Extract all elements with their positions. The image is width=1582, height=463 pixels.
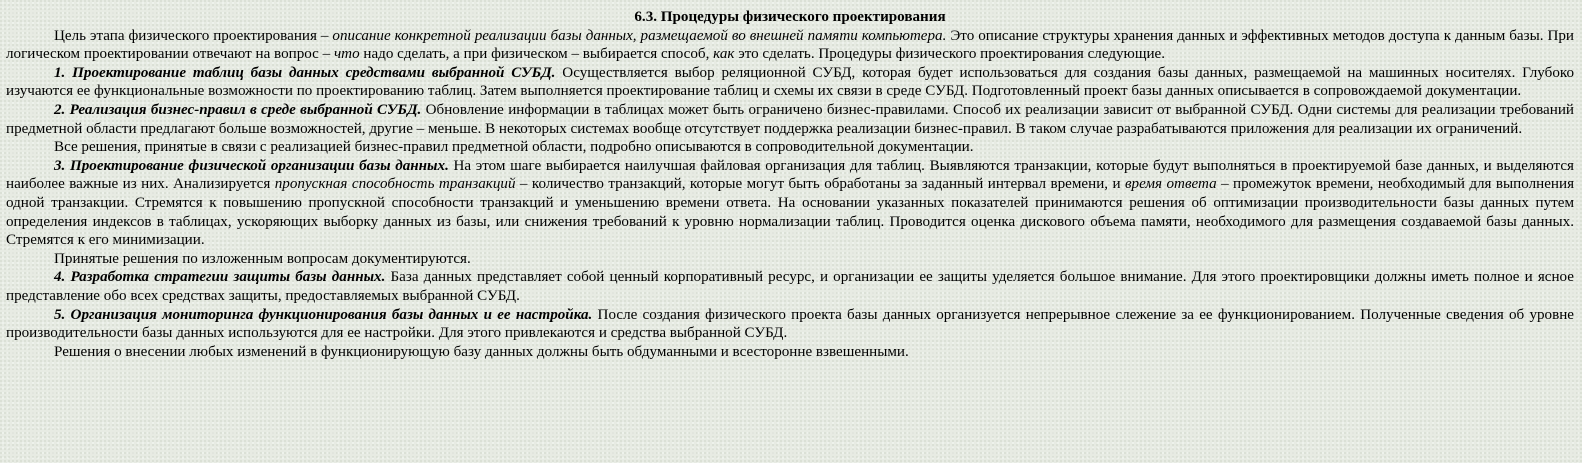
procedure-5-heading: 5. Организация мониторинга функционирования базы данных и ее настройка. <box>54 306 593 323</box>
procedure-4-text: База данных представляет собой ценный корпоративный ресурс, и организации ее защиты уделяется большое внимание. Для этого проектировщики должны иметь полное и ясное представление обо всех средствах защиты, предоставляемых выбранной СУБД. <box>6 269 1574 304</box>
intro-italic-2: что <box>333 46 360 63</box>
intro-paragraph <box>6 27 1574 64</box>
procedure-4-paragraph <box>6 268 1574 305</box>
intro-text-2: Это описание структуры хранения данных и эффективных методов доступа к данным базы. При логическом проектировании отвечают на вопрос – <box>6 27 1574 63</box>
intro-text-3: надо сделать, а при физическом – выбирается способ, <box>359 46 714 63</box>
procedure-3-italic-1: пропускная способность транзакций <box>274 176 516 193</box>
section-title: 6.3. Процедуры физического проектирования <box>634 9 946 25</box>
closing-paragraph: Решения о внесении любых изменений в функционирующую базу данных должны быть обдуманными и всесторонне взвешенными. <box>54 343 909 360</box>
procedure-3-text-1: На этом шаге выбирается наилучшая файловая организация для таблиц. Выявляются транзакции, которые будут выполняться в проектируемой базе данных, и выделяются наиболее важные из них. Анализируется <box>6 157 1574 193</box>
procedure-5-text: После создания физического проекта базы данных организуется непрерывное слежение за ее функционированием. Полученные сведения об уровне производительности базы данных используются для ее настройки. Для этого привлекаются и средства выбранной СУБД. <box>6 306 1574 342</box>
procedure-2-heading: 2. Реализация бизнес-правил в среде выбранной СУБД. <box>54 101 422 118</box>
procedure-1-paragraph <box>6 64 1574 101</box>
intro-italic-1: описание конкретной реализации базы данных, размещаемой во внешней памяти компьютера. <box>332 27 947 44</box>
procedure-1-heading: 1. Проектирование таблиц базы данных средствами выбранной СУБД. <box>54 64 556 81</box>
procedure-3-text-3: – промежуток времени, необходимый для выполнения одной транзакции. Стремятся к повышению пропускной способности транзакций и уменьшению времени ответа. На основании указанных показателей принимаются решения об оптимизации производительности базы данных путем определения индексов в таблицах, ускоряющих выборку данных из базы, или снижения требований к уровню нормализации таблиц. Проводится оценка дискового объема памяти, необходимого для размещения создаваемой базы данных. Стремятся к его минимизации. <box>6 176 1575 249</box>
procedure-3-text-2: – количество транзакций, которые могут быть обработаны за заданный интервал времени, и <box>515 176 1125 193</box>
procedure-1-text: Осуществляется выбор реляционной СУБД, которая будет использоваться для создания базы данных, размещаемой на машинных носителях. Глубоко изучаются ее функциональные возможности по проектированию таблиц. Затем выполняется проектирование таблиц и схемы их связи в среде СУБД. Подготовленный проект базы данных описывается в сопровождаемой документации. <box>6 64 1574 100</box>
procedure-5-paragraph <box>6 306 1574 343</box>
intro-text-4: это сделать. Процедуры физического проектирования следующие. <box>734 46 1166 63</box>
procedure-3-italic-2: время ответа <box>1125 176 1217 193</box>
procedure-2-paragraph <box>6 101 1574 138</box>
procedure-4-heading: 4. Разработка стратегии защиты базы данных. <box>54 269 386 286</box>
intro-text-1: Цель этапа физического проектирования – <box>54 27 333 44</box>
procedure-3-heading: 3. Проектирование физической организации базы данных. <box>54 157 449 174</box>
procedure-3-paragraph <box>6 157 1574 250</box>
intro-italic-3: как <box>713 46 735 63</box>
procedure-2-text: Обновление информации в таблицах может быть ограничено бизнес-правилами. Способ их реализации зависит от выбранной СУБД. Одни системы для реализации требований предметной области предлагают больше возможностей, другие – меньше. В некоторых системах вообще отсутствует поддержка реализации бизнес-правил. В таком случае разрабатываются приложения для реализации их ограничений. <box>6 101 1574 137</box>
procedure-3-note: Принятые решения по изложенным вопросам документируются. <box>54 250 471 267</box>
procedure-2-note: Все решения, принятые в связи с реализацией бизнес-правил предметной области, подробно описываются в сопроводительной документации. <box>54 139 974 156</box>
document-page <box>0 8 1582 361</box>
